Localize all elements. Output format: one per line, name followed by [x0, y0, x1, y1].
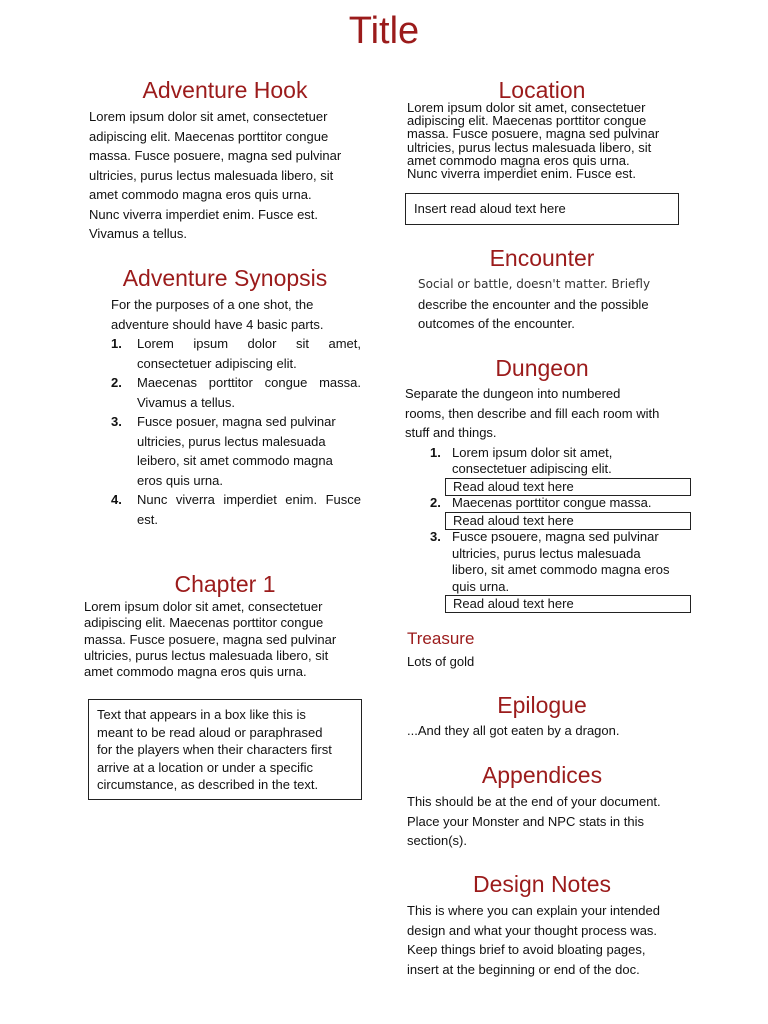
adventure-synopsis-intro — [111, 295, 361, 334]
text-line: Vivamus a tellus. — [137, 394, 236, 410]
read-aloud-text: Insert read aloud text here — [414, 201, 566, 216]
list-item — [111, 490, 361, 529]
text-line: Maecenas porttitor congue massa. — [452, 495, 652, 510]
text-line: ultricies, purus lectus malesuada libero, sit — [84, 647, 329, 663]
adventure-synopsis-heading: Adventure Synopsis — [122, 265, 328, 291]
list-item — [111, 334, 361, 373]
text-line: design and what your thought process was. — [407, 922, 658, 938]
text-line: massa. Fusce posuere, magna sed pulvinar — [407, 126, 660, 142]
text-line: Lorem ipsum dolor sit amet, — [137, 336, 361, 351]
text-line: Lorem ipsum dolor sit amet, — [452, 445, 613, 460]
text-line: Text that appears in a box like this is — [97, 707, 306, 722]
room-1-read-aloud-box — [445, 478, 691, 496]
text-line: Lorem ipsum dolor sit amet, consectetuer — [84, 599, 323, 614]
text-line: Nunc viverra imperdiet enim. Fusce est. — [407, 166, 637, 182]
synopsis-list — [111, 334, 361, 529]
encounter-text — [418, 275, 698, 334]
treasure-heading: Treasure — [407, 629, 475, 648]
text-line: For the purposes of a one shot, the — [111, 297, 314, 312]
text-line: circumstance, as described in the text. — [97, 777, 319, 792]
epilogue-heading: Epilogue — [497, 692, 587, 718]
text-line: massa. Fusce posuere, magna sed pulvinar — [84, 631, 337, 647]
text-line: ultricies, purus lectus malesuada — [452, 545, 641, 561]
text-line: libero, sit amet commodo magna eros — [452, 562, 670, 577]
adventure-hook-heading: Adventure Hook — [142, 77, 308, 103]
appendices-heading: Appendices — [481, 762, 603, 788]
text-line: Nunc viverra imperdiet enim. Fusce est. — [89, 206, 319, 222]
text-line: amet commodo magna eros quis urna. — [84, 664, 307, 680]
text-line: Fusce posuer, magna sed pulvinar — [137, 414, 336, 429]
appendices-text — [407, 792, 707, 851]
text-line: describe the encounter and the possible — [418, 296, 649, 312]
text-line: Maecenas porttitor congue massa. — [137, 375, 361, 390]
text-line: Social or battle, doesn't matter. Briefly — [418, 277, 651, 291]
dungeon-intro — [405, 384, 695, 443]
epilogue-text: ...And they all got eaten by a dragon. — [407, 723, 620, 738]
text-line: insert at the beginning or end of the doc. — [407, 961, 640, 977]
location-heading: Location — [498, 77, 586, 103]
list-number: 4. — [111, 492, 122, 507]
text-line: ultricies, purus lectus malesuada libero, sit — [89, 167, 334, 183]
text-line: Lorem ipsum dolor sit amet, consectetuer — [89, 109, 328, 124]
text-line: adventure should have 4 basic parts. — [111, 316, 324, 332]
text-line: outcomes of the encounter. — [418, 316, 575, 331]
location-read-aloud-box — [405, 193, 679, 225]
list-number: 2. — [430, 495, 441, 510]
list-number: 3. — [111, 414, 122, 429]
text-line: Nunc viverra imperdiet enim. Fusce — [137, 492, 361, 507]
chapter-1-text — [84, 599, 374, 680]
text-line: Lorem ipsum dolor sit amet, consectetuer — [407, 100, 646, 115]
text-line: leibero, sit amet commodo magna — [137, 453, 333, 468]
location-text — [407, 101, 697, 180]
treasure-text: Lots of gold — [407, 654, 475, 669]
design-notes-text — [407, 901, 707, 979]
dungeon-room-2 — [430, 495, 700, 511]
text-line: quis urna. — [452, 578, 510, 594]
chapter-1-heading: Chapter 1 — [174, 571, 276, 597]
read-aloud-box — [88, 699, 362, 800]
text-line: Place your Monster and NPC stats in this — [407, 813, 644, 829]
text-line: Keep things brief to avoid bloating pages, — [407, 942, 646, 957]
text-line: adipiscing elit. Maecenas porttitor congue — [84, 615, 324, 631]
encounter-heading: Encounter — [489, 245, 595, 271]
read-aloud-text: Read aloud text here — [453, 596, 574, 611]
text-line: massa. Fusce posuere, magna sed pulvinar — [89, 148, 342, 163]
text-line: Vivamus a tellus. — [89, 226, 188, 241]
list-number: 2. — [111, 375, 122, 390]
text-line: rooms, then describe and fill each room with — [405, 405, 660, 421]
dungeon-room-3 — [430, 529, 700, 595]
text-line: amet commodo magna eros quis urna. — [89, 187, 312, 202]
text-line: ultricies, purus lectus malesuada libero, sit — [407, 139, 652, 155]
text-line: for the players when their characters first — [97, 742, 332, 757]
text-line: est. — [137, 511, 158, 527]
text-line: adipiscing elit. Maecenas porttitor congue — [89, 128, 329, 144]
text-line: ultricies, purus lectus malesuada — [137, 433, 326, 449]
design-notes-heading: Design Notes — [472, 871, 612, 897]
text-line: section(s). — [407, 833, 467, 848]
adventure-hook-text — [89, 107, 379, 244]
list-item — [111, 373, 361, 412]
list-item — [111, 412, 361, 490]
text-line: Separate the dungeon into numbered — [405, 386, 621, 401]
text-line: This is where you can explain your intended — [407, 903, 660, 918]
text-line: consectetuer adipiscing elit. — [137, 355, 297, 371]
list-number: 1. — [111, 336, 122, 351]
text-line: meant to be read aloud or paraphrased — [97, 724, 323, 740]
read-aloud-text: Read aloud text here — [453, 479, 574, 494]
text-line: amet commodo magna eros quis urna. — [407, 152, 630, 168]
text-line: adipiscing elit. Maecenas porttitor congue — [407, 113, 647, 129]
list-number: 1. — [430, 445, 441, 460]
page-title: Title — [348, 10, 420, 52]
read-aloud-text: Read aloud text here — [453, 513, 574, 528]
text-line: consectetuer adipiscing elit. — [452, 461, 612, 476]
text-line: Fusce psouere, magna sed pulvinar — [452, 529, 659, 544]
text-line: stuff and things. — [405, 425, 497, 440]
dungeon-heading: Dungeon — [495, 355, 589, 381]
room-3-read-aloud-box — [445, 595, 691, 613]
room-2-read-aloud-box — [445, 512, 691, 530]
text-line: arrive at a location or under a specific — [97, 759, 314, 775]
text-line: This should be at the end of your document. — [407, 794, 661, 809]
list-number: 3. — [430, 529, 441, 544]
text-line: eros quis urna. — [137, 472, 223, 488]
dungeon-room-1 — [430, 445, 700, 477]
